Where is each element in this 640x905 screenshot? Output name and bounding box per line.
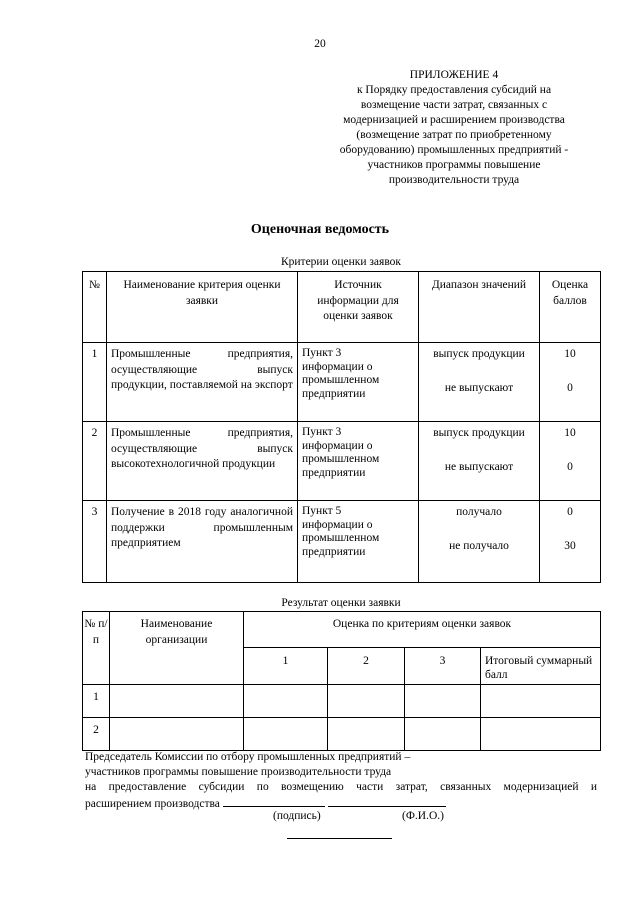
score-cell xyxy=(328,685,405,718)
source-line: предприятии xyxy=(302,387,366,400)
source-line: Пункт 3 xyxy=(302,347,342,359)
table-row xyxy=(83,422,601,501)
score-cell xyxy=(328,718,405,751)
score-cell xyxy=(405,685,481,718)
range-value: выпуск продукции xyxy=(433,427,525,439)
source-line: Пункт 3 xyxy=(302,426,342,438)
signature-line: на предоставление субсидии по возмещению части затрат, связанных модернизацией и xyxy=(85,781,597,793)
score-value: 0 xyxy=(567,506,573,518)
criterion-score xyxy=(540,343,601,422)
appendix-line: оборудованию) промышленных предприятий - xyxy=(339,144,569,156)
page-number: 20 xyxy=(314,38,326,50)
criterion-range xyxy=(419,343,540,422)
range-value: выпуск продукции xyxy=(433,348,525,360)
signature-block xyxy=(85,750,597,812)
header-name: Наименование критерия оценки заявки xyxy=(107,272,298,343)
source-line: информации о xyxy=(302,360,373,373)
org-cell xyxy=(110,685,244,718)
criterion-name: Получение в 2018 году аналогичной поддержки промышленным предприятием xyxy=(107,501,298,583)
header-num: № xyxy=(83,272,107,343)
header-range: Диапазон значений xyxy=(419,272,540,343)
criterion-name: Промышленные предприятия, осуществляющие выпуск продукции, поставляемой на экспорт xyxy=(107,343,298,422)
criteria-header-row xyxy=(83,272,601,343)
total-cell xyxy=(481,685,601,718)
source-line: предприятии xyxy=(302,466,366,479)
score-cell xyxy=(244,718,328,751)
score-cell xyxy=(244,685,328,718)
header-criteria-group: Оценка по критериям оценки заявок xyxy=(244,612,601,648)
name-blank xyxy=(328,795,446,807)
table-row xyxy=(83,343,601,422)
criteria-table xyxy=(82,271,601,583)
row-num: 3 xyxy=(83,501,107,583)
header-score: Оценка баллов xyxy=(540,272,601,343)
criterion-range xyxy=(419,501,540,583)
result-table xyxy=(82,611,601,751)
criterion-score xyxy=(540,422,601,501)
result-header-row xyxy=(83,612,601,648)
header-org: Наименование организации xyxy=(110,612,244,685)
result-table-caption: Результат оценки заявки xyxy=(281,597,401,609)
appendix-line: (возмещение затрат по приобретенному xyxy=(356,129,552,141)
signature-blank xyxy=(223,795,325,807)
range-value: не выпускают xyxy=(444,460,514,473)
source-line: промышленном xyxy=(302,453,380,465)
score-value: 10 xyxy=(564,427,576,439)
signature-label: (подпись) xyxy=(273,810,321,822)
score-value: 10 xyxy=(564,348,576,360)
org-cell xyxy=(110,718,244,751)
appendix-title: ПРИЛОЖЕНИЕ 4 xyxy=(409,69,499,81)
source-line: информации о xyxy=(302,439,373,452)
score-value: 0 xyxy=(567,460,573,473)
criterion-source xyxy=(298,343,419,422)
appendix-line: участников программы повышение xyxy=(367,159,541,171)
criteria-table-caption: Критерии оценки заявок xyxy=(280,256,402,268)
name-label: (Ф.И.О.) xyxy=(402,810,444,822)
row-num: 1 xyxy=(83,685,110,718)
row-num: 2 xyxy=(83,422,107,501)
appendix-line: модернизацией и расширением производства xyxy=(343,114,565,126)
header-total: Итоговый суммарный балл xyxy=(481,648,601,685)
source-line: промышленном xyxy=(302,532,380,544)
header-source: Источник информации для оценки заявок xyxy=(298,272,419,343)
appendix-line: возмещение части затрат, связанных с xyxy=(360,99,548,111)
signature-line: участников программы повышение производительности труда xyxy=(85,766,392,778)
source-line: Пункт 5 xyxy=(302,505,342,517)
range-value: не выпускают xyxy=(444,381,514,394)
range-value: не получало xyxy=(449,539,509,552)
row-num: 2 xyxy=(83,718,110,751)
header-criterion-2: 2 xyxy=(328,648,405,685)
appendix-header xyxy=(318,68,590,188)
score-value: 30 xyxy=(564,539,576,552)
range-value: получало xyxy=(456,506,502,518)
score-cell xyxy=(405,718,481,751)
document-title: Оценочная ведомость xyxy=(250,222,390,237)
table-row xyxy=(83,718,601,751)
criterion-source xyxy=(298,501,419,583)
signature-line: Председатель Комиссии по отбору промышленных предприятий – xyxy=(85,751,411,763)
source-line: информации о xyxy=(302,518,373,531)
divider xyxy=(287,838,392,839)
appendix-line: к Порядку предоставления субсидий на xyxy=(356,84,552,96)
header-criterion-3: 3 xyxy=(405,648,481,685)
source-line: промышленном xyxy=(302,374,380,386)
row-num: 1 xyxy=(83,343,107,422)
criterion-range xyxy=(419,422,540,501)
criterion-score xyxy=(540,501,601,583)
criterion-name: Промышленные предприятия, осуществляющие выпуск высокотехнологичной продукции xyxy=(107,422,298,501)
header-num: № п/п xyxy=(83,612,110,685)
total-cell xyxy=(481,718,601,751)
header-criterion-1: 1 xyxy=(244,648,328,685)
criterion-source xyxy=(298,422,419,501)
table-row xyxy=(83,501,601,583)
source-line: предприятии xyxy=(302,545,366,558)
blank-labels xyxy=(0,810,640,826)
table-row xyxy=(83,685,601,718)
signature-line: расширением производства xyxy=(85,798,220,810)
appendix-line: производительности труда xyxy=(388,174,520,186)
score-value: 0 xyxy=(567,381,573,394)
